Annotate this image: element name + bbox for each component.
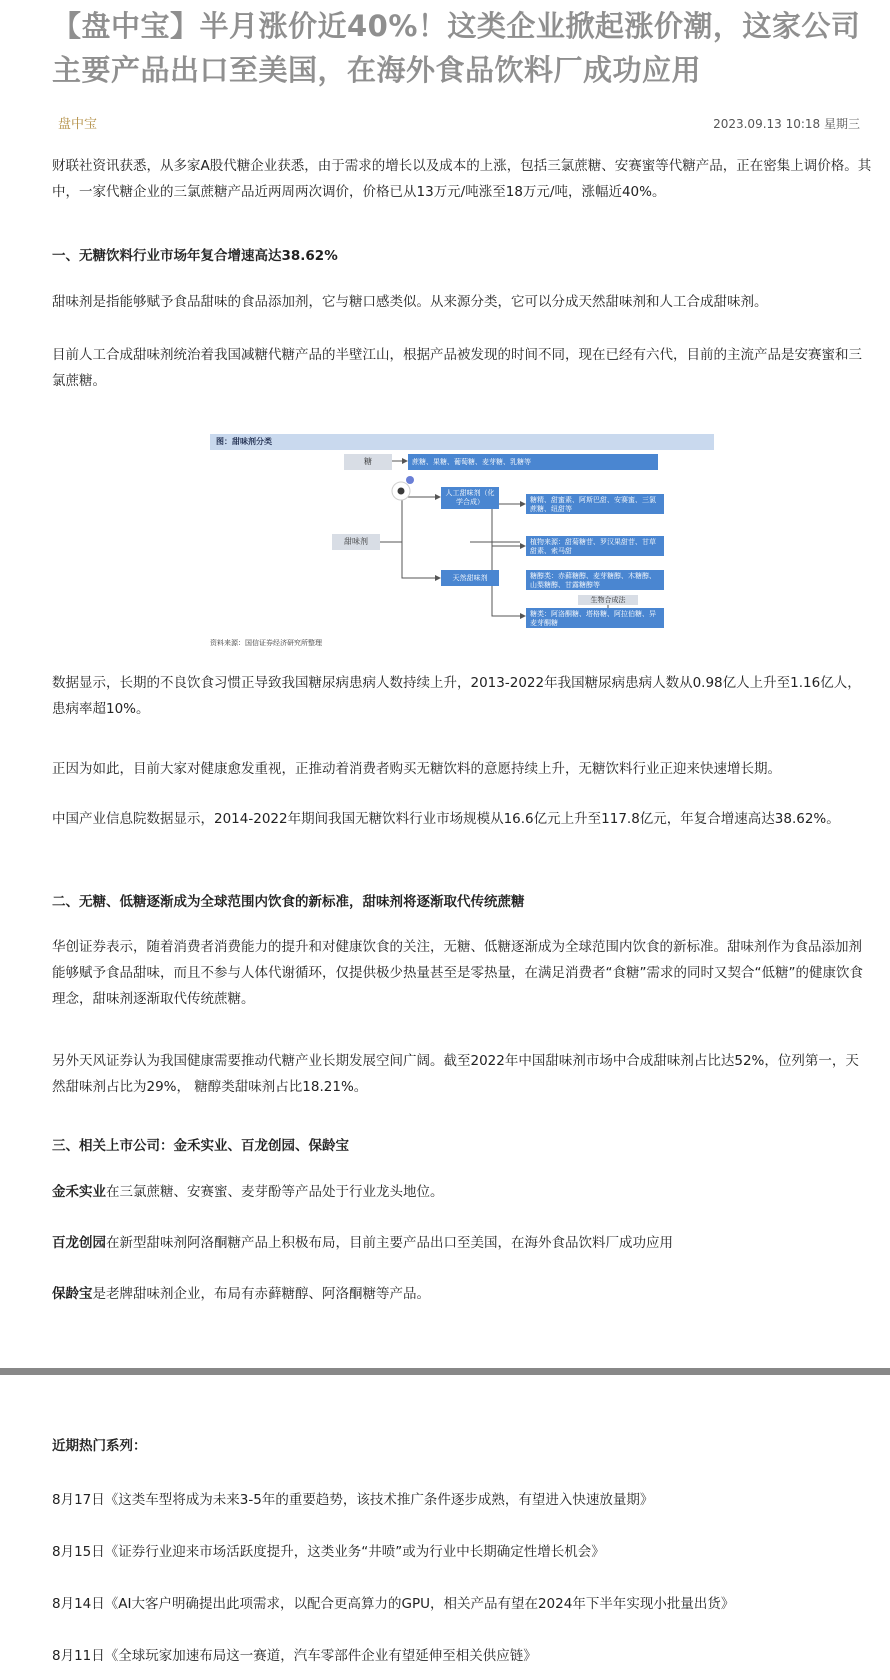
hot-series-item[interactable]: 8月11日《全球玩家加速布局这一赛道，汽车零部件企业有望延伸至相关供应链》 [52, 1648, 537, 1664]
section1-heading: 一、无糖饮料行业市场年复合增速高达38.62% [52, 248, 338, 264]
article-title: 【盘中宝】半月涨价近40%！这类企业掀起涨价潮，这家公司主要产品出口至美国，在海外食品饮料厂成功应用 [52, 9, 861, 87]
section2-heading: 二、无糖、低糖逐渐成为全球范围内饮食的新标准，甜味剂将逐渐取代传统蔗糖 [52, 894, 525, 910]
company-name: 百龙创园 [52, 1235, 106, 1251]
artificial-list-node: 糖精、甜蜜素、阿斯巴甜、安赛蜜、三氯蔗糖、纽甜等 [526, 494, 664, 514]
biotech-node: 生物合成法 [578, 595, 638, 605]
natural-rare-sugar-node: 糖类：阿洛酮糖、塔格糖、阿拉伯糖、异麦芽酮糖 [526, 608, 664, 628]
section3-heading: 三、相关上市公司：金禾实业、百龙创园、保龄宝 [52, 1138, 349, 1154]
sweetener-classification-figure [210, 434, 714, 648]
section2-paragraph-2: 另外天风证券认为我国健康需要推动代糖产业长期发展空间广阔。截至2022年中国甜味剂市场中合成甜味剂占比达52%，位列第一，天然甜味剂占比为29%， 糖醇类甜味剂占比18.21%。 [52, 1053, 859, 1095]
section1-paragraph-2: 目前人工合成甜味剂统治着我国减糖代糖产品的半壁江山，根据产品被发现的时间不同，现在已经有六代，目前的主流产品是安赛蜜和三氯蔗糖。 [52, 347, 862, 389]
hot-series-item[interactable]: 8月15日《证券行业迎来市场活跃度提升，这类业务“井喷”或为行业中长期确定性增长机会》 [52, 1544, 605, 1560]
natural-sweetener-node: 天然甜味剂 [441, 570, 499, 586]
company-name: 金禾实业 [52, 1184, 106, 1200]
intro-paragraph: 财联社资讯获悉，从多家A股代糖企业获悉，由于需求的增长以及成本的上涨，包括三氯蔗糖、安赛蜜等代糖产品，正在密集上调价格。其中，一家代糖企业的三氯蔗糖产品近两周两次调价，价格已从13万元/吨涨至18万元/吨，涨幅近40%。 [52, 158, 872, 200]
section1-paragraph-1: 甜味剂是指能够赋予食品甜味的食品添加剂，它与糖口感类似。从来源分类，它可以分成天然甜味剂和人工合成甜味剂。 [52, 294, 768, 310]
artificial-sweetener-node: 人工甜味剂（化学合成） [441, 487, 499, 509]
natural-sugar-alcohol-node: 糖醇类：赤藓糖醇、麦芽糖醇、木糖醇、山梨糖醇、甘露糖醇等 [526, 570, 664, 590]
figure-source-note: 资料来源：国信证券经济研究所整理 [210, 639, 322, 647]
sweetener-node: 甜味剂 [332, 534, 380, 550]
article-source[interactable]: 盘中宝 [58, 117, 98, 132]
company-desc: 在三氯蔗糖、安赛蜜、麦芽酚等产品处于行业龙头地位。 [106, 1184, 444, 1200]
section1-paragraph-5: 中国产业信息院数据显示，2014-2022年期间我国无糖饮料行业市场规模从16.6亿元上升至117.8亿元，年复合增速高达38.62%。 [52, 811, 840, 827]
hot-series-item[interactable]: 8月17日《这类车型将成为未来3-5年的重要趋势，该技术推广条件逐步成熟，有望进入快速放量期》 [52, 1492, 654, 1508]
section1-paragraph-4: 正因为如此，目前大家对健康愈发重视，正推动着消费者购买无糖饮料的意愿持续上升，无糖饮料行业正迎来快速增长期。 [52, 761, 781, 777]
section1-paragraph-3: 数据显示，长期的不良饮食习惯正导致我国糖尿病患病人数持续上升，2013-2022年我国糖尿病患病人数从0.98亿人上升至1.16亿人，患病率超10%。 [52, 675, 861, 717]
figure-title-bar [210, 434, 714, 450]
hot-series-title: 近期热门系列： [52, 1438, 147, 1454]
company-desc: 在新型甜味剂阿洛酮糖产品上积极布局，目前主要产品出口至美国，在海外食品饮料厂成功应用 [106, 1235, 673, 1251]
company-item [52, 1281, 872, 1307]
company-item [52, 1179, 872, 1205]
section-divider [0, 1368, 890, 1375]
natural-plant-node: 植物来源：甜菊糖苷、罗汉果甜苷、甘草甜素、索马甜 [526, 536, 664, 556]
figure-title: 图：甜味剂分类 [216, 437, 272, 446]
sugar-node: 糖 [344, 454, 392, 470]
company-name: 保龄宝 [52, 1286, 93, 1302]
company-item [52, 1230, 872, 1256]
company-desc: 是老牌甜味剂企业，布局有赤藓糖醇、阿洛酮糖等产品。 [92, 1286, 430, 1302]
section2-paragraph-1: 华创证券表示，随着消费者消费能力的提升和对健康饮食的关注，无糖、低糖逐渐成为全球范围内饮食的新标准。甜味剂作为食品添加剂能够赋予食品甜味，而且不参与人体代谢循环，仅提供极少热量甚至是零热量，在满足消费者“食糖”需求的同时又契合“低糖”的健康饮食理念，甜味剂逐渐取代传统蔗糖。 [52, 939, 863, 1007]
hot-series-item[interactable]: 8月14日《AI大客户明确提出此项需求，以配合更高算力的GPU，相关产品有望在2024年下半年实现小批量出货》 [52, 1596, 735, 1612]
article-datetime: 2023.09.13 10:18 星期三 [713, 117, 860, 131]
sugar-list-node: 蔗糖、果糖、葡萄糖、麦芽糖、乳糖等 [408, 454, 658, 470]
